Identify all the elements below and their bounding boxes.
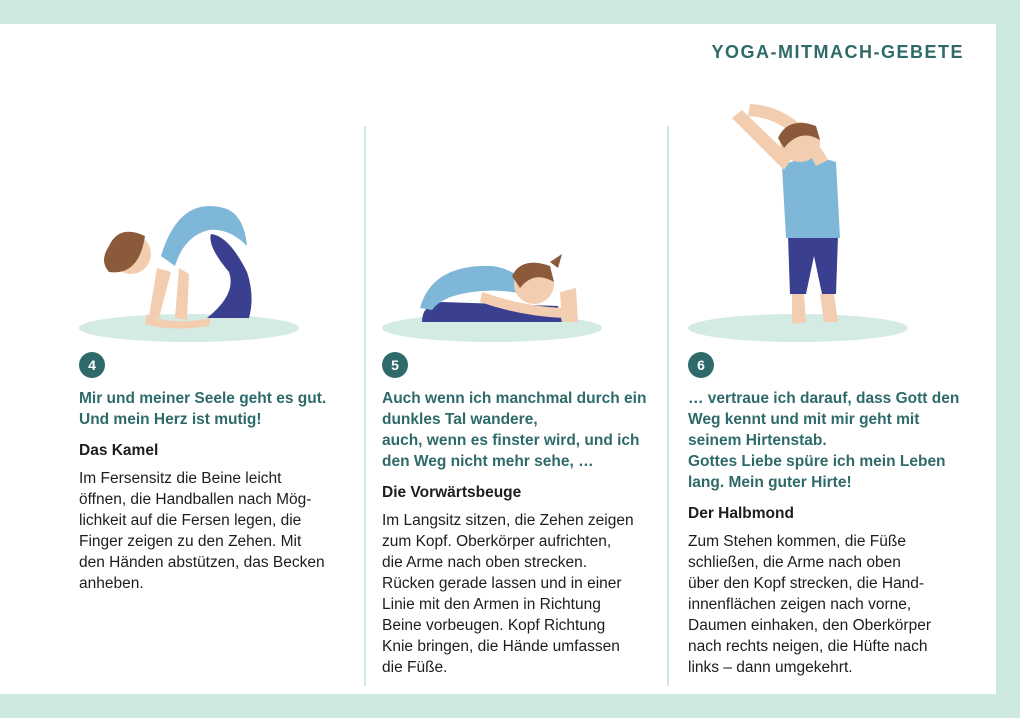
description-line: nach rechts neigen, die Hüfte nach xyxy=(688,638,928,655)
page xyxy=(0,24,996,694)
description-line: lichkeit auf die Fersen legen, die xyxy=(79,512,302,529)
description-line: die Arme nach oben strecken. xyxy=(382,554,588,571)
verse-line: auch, wenn es finster wird, und ich xyxy=(382,432,640,449)
verse-line: dunkles Tal wandere, xyxy=(382,411,538,428)
description-line: öffnen, die Handballen nach Mög- xyxy=(79,491,312,508)
column-divider xyxy=(364,126,366,686)
step-number-badge: 4 xyxy=(79,352,105,378)
pose-description xyxy=(382,510,652,678)
verse-line: den Weg nicht mehr sehe, … xyxy=(382,453,594,470)
verse-line: Und mein Herz ist mutig! xyxy=(79,411,262,428)
illustration-forward-bend-pose xyxy=(382,96,652,348)
pose-title: Die Vorwärtsbeuge xyxy=(382,484,522,501)
column-forward-bend xyxy=(382,96,652,678)
pose-description xyxy=(688,531,958,678)
description-line: Knie bringen, die Hände umfassen xyxy=(382,638,620,655)
illustration-half-moon-pose xyxy=(688,96,958,348)
step-number-badge: 6 xyxy=(688,352,714,378)
description-line: Linie mit den Armen in Richtung xyxy=(382,596,601,613)
description-line: Im Langsitz sitzen, die Zehen zeigen xyxy=(382,512,634,529)
description-line: Daumen einhaken, den Oberkörper xyxy=(688,617,931,634)
description-line: die Füße. xyxy=(382,659,448,676)
description-line: Zum Stehen kommen, die Füße xyxy=(688,533,906,550)
prayer-verse xyxy=(688,388,958,493)
column-half-moon xyxy=(688,96,958,678)
verse-line: Mir und meiner Seele geht es gut. xyxy=(79,390,327,407)
prayer-verse xyxy=(79,388,349,430)
description-line: über den Kopf strecken, die Hand- xyxy=(688,575,925,592)
verse-line: Weg kennt und mit mir geht mit xyxy=(688,411,920,428)
page-header: YOGA-MITMACH-GEBETE xyxy=(711,42,964,62)
description-line: links – dann umgekehrt. xyxy=(688,659,853,676)
verse-line: lang. Mein guter Hirte! xyxy=(688,474,852,491)
verse-line: Auch wenn ich manchmal durch ein xyxy=(382,390,647,407)
illustration-camel-pose xyxy=(79,96,349,348)
description-line: Im Fersensitz die Beine leicht xyxy=(79,470,282,487)
pose-title: Das Kamel xyxy=(79,442,159,459)
description-line: Finger zeigen zu den Zehen. Mit xyxy=(79,533,302,550)
description-line: zum Kopf. Oberkörper aufrichten, xyxy=(382,533,612,550)
description-line: anheben. xyxy=(79,575,144,592)
verse-line: seinem Hirtenstab. xyxy=(688,432,827,449)
description-line: schließen, die Arme nach oben xyxy=(688,554,901,571)
pose-description xyxy=(79,468,349,594)
description-line: innenflächen zeigen nach vorne, xyxy=(688,596,912,613)
pose-title: Der Halbmond xyxy=(688,505,794,522)
verse-line: Gottes Liebe spüre ich mein Leben xyxy=(688,453,946,470)
verse-line: … vertraue ich darauf, dass Gott den xyxy=(688,390,960,407)
column-camel xyxy=(79,96,349,594)
column-divider xyxy=(667,126,669,686)
step-number-badge: 5 xyxy=(382,352,408,378)
description-line: Beine vorbeugen. Kopf Richtung xyxy=(382,617,606,634)
description-line: Rücken gerade lassen und in einer xyxy=(382,575,622,592)
prayer-verse xyxy=(382,388,652,472)
description-line: den Händen abstützen, das Becken xyxy=(79,554,325,571)
